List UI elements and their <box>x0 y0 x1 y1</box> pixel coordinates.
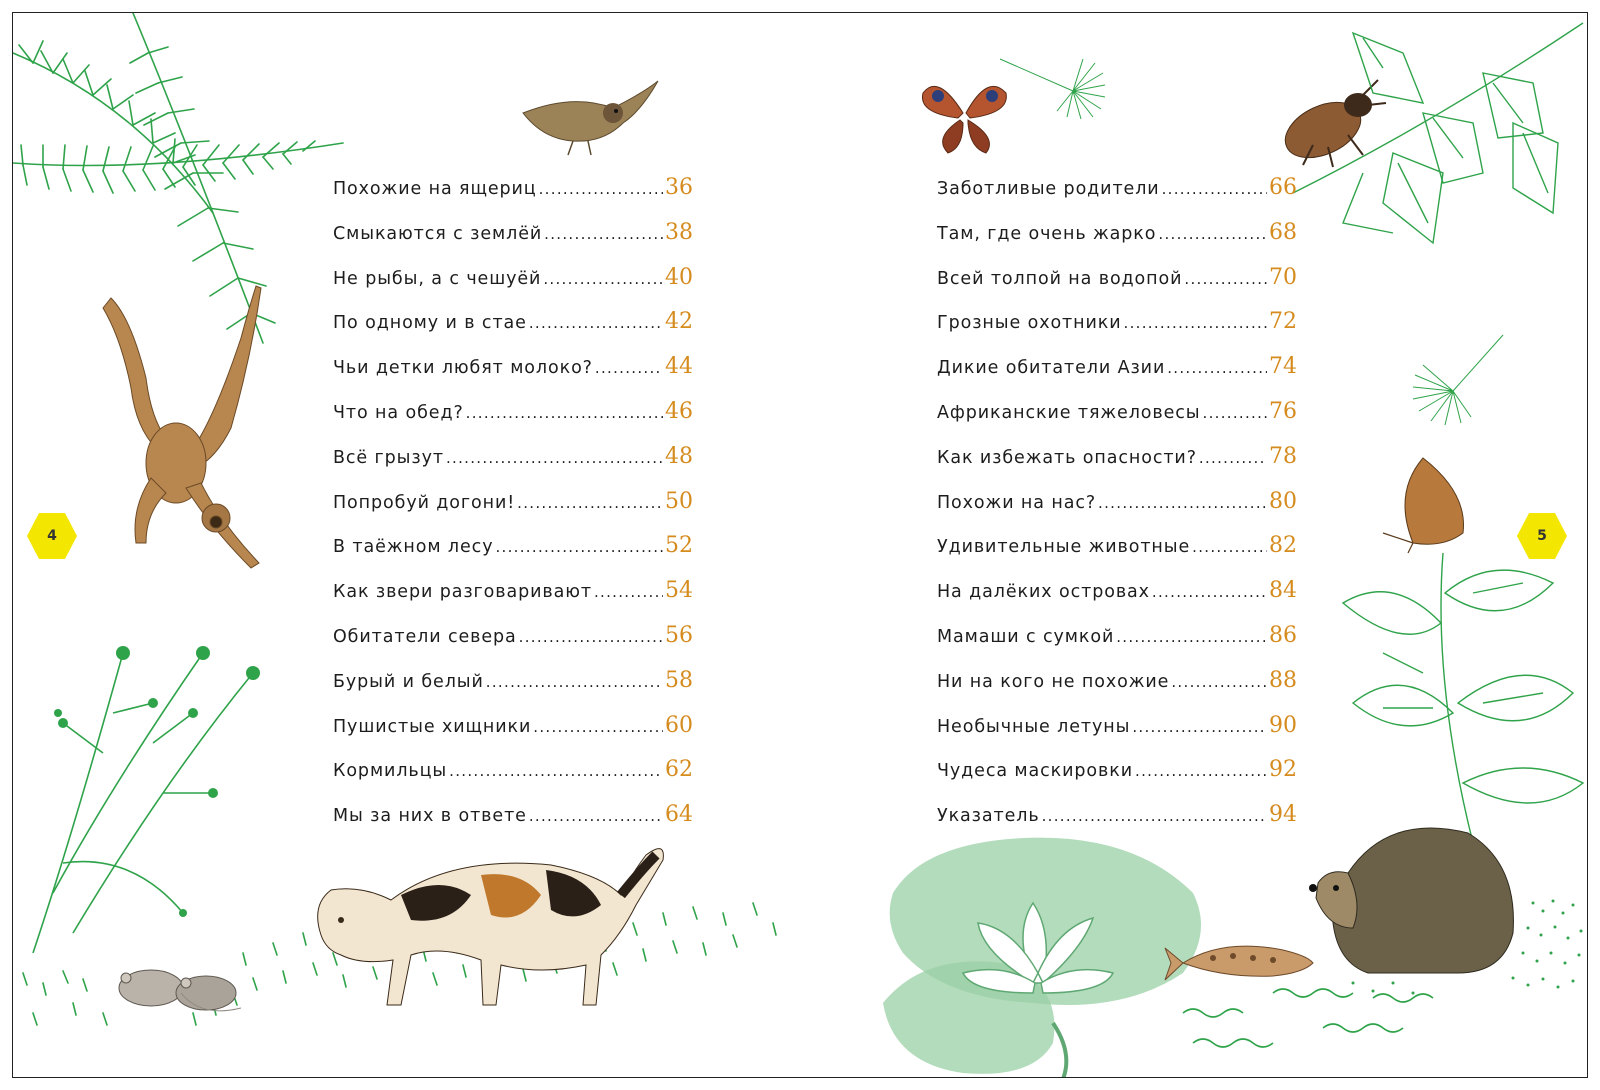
toc-entry[interactable] <box>333 175 693 220</box>
toc-entry-page: 86 <box>1269 622 1297 648</box>
water-lily-illustration <box>883 833 1223 1078</box>
page-number-right <box>1517 513 1567 559</box>
toc-entry-page: 92 <box>1269 757 1297 783</box>
toc-entry-title: Пушистые хищники <box>333 716 532 737</box>
leader-dots <box>1152 583 1267 601</box>
toc-entry[interactable] <box>937 220 1297 265</box>
toc-entry-page: 88 <box>1269 667 1297 693</box>
leader-dots <box>1199 449 1267 467</box>
nettle-illustration <box>1323 533 1588 853</box>
toc-entry-title: Бурый и белый <box>333 671 484 692</box>
leader-dots <box>1098 494 1267 512</box>
toc-entry-page: 70 <box>1269 264 1297 290</box>
toc-entry[interactable] <box>937 713 1297 758</box>
leader-dots <box>529 807 663 825</box>
toc-entry-page: 62 <box>665 757 693 783</box>
toc-entry-title: Африканские тяжеловесы <box>937 402 1201 423</box>
toc-entry-page: 38 <box>665 219 693 245</box>
toc-entry-title: Мы за них в ответе <box>333 806 527 827</box>
toc-entry[interactable] <box>333 757 693 802</box>
toc-entry-page: 80 <box>1269 488 1297 514</box>
toc-entry[interactable] <box>333 399 693 444</box>
toc-entry-title: Дикие обитатели Азии <box>937 358 1166 379</box>
toc-entry[interactable] <box>333 354 693 399</box>
toc-entry-page: 58 <box>665 667 693 693</box>
leader-dots <box>594 583 663 601</box>
toc-entry-title: Как избежать опасности? <box>937 447 1197 468</box>
leader-dots <box>1203 404 1267 422</box>
leader-dots <box>544 225 663 243</box>
toc-entry-title: Грозные охотники <box>937 313 1122 334</box>
toc-entry[interactable] <box>937 265 1297 310</box>
toc-entry-page: 42 <box>665 309 693 335</box>
cat-illustration <box>301 835 671 1015</box>
toc-entry-page: 78 <box>1269 443 1297 469</box>
toc-entry-title: Не рыбы, а с чешуёй <box>333 268 542 289</box>
mice-illustration <box>111 948 246 1023</box>
toc-entry-page: 72 <box>1269 309 1297 335</box>
toc-entry-title: Чьи детки любят молоко? <box>333 358 593 379</box>
toc-entry-title: Ни на кого не похожие <box>937 671 1170 692</box>
toc-entry-page: 94 <box>1269 802 1297 828</box>
toc-entry-title: Смыкаются с землёй <box>333 223 543 244</box>
leader-dots <box>1158 225 1267 243</box>
leader-dots <box>529 314 663 332</box>
toc-entry[interactable] <box>333 265 693 310</box>
toc-entry-title: Всей толпой на водопой <box>937 268 1183 289</box>
toc-entry-page: 84 <box>1269 578 1297 604</box>
page-number-left <box>27 513 77 559</box>
leader-dots <box>1135 762 1267 780</box>
toc-entry[interactable] <box>333 668 693 713</box>
leader-dots <box>466 404 663 422</box>
dandelion-seed-illustration <box>1408 331 1508 431</box>
toc-entry-title: Кормильцы <box>333 761 448 782</box>
hedgehog-illustration <box>1308 813 1523 983</box>
leader-dots <box>1171 673 1267 691</box>
toc-entry-title: Всё грызут <box>333 447 444 468</box>
toc-entry-page: 64 <box>665 802 693 828</box>
page-number-right-label: 5 <box>1537 528 1547 544</box>
toc-entry-page: 82 <box>1269 533 1297 559</box>
toc-entry-title: Мамаши с сумкой <box>937 626 1115 647</box>
leader-dots <box>519 628 663 646</box>
toc-entry-page: 44 <box>665 354 693 380</box>
toc-entry[interactable] <box>333 578 693 623</box>
toc-entry[interactable] <box>333 220 693 265</box>
leader-dots <box>486 673 663 691</box>
toc-entry-title: Указатель <box>937 806 1040 827</box>
toc-entry-title: По одному и в стае <box>333 313 527 334</box>
dotted-ground-illustration <box>1313 883 1588 1043</box>
dandelion-seed-illustration <box>998 51 1108 121</box>
butterfly-illustration <box>918 68 1013 158</box>
toc-entry[interactable] <box>333 444 693 489</box>
toc-entry-page: 40 <box>665 264 693 290</box>
beetle-illustration <box>1278 75 1388 170</box>
toc-entry-title: Похожи на нас? <box>937 492 1097 513</box>
toc-entry-title: Как звери разговаривают <box>333 582 592 603</box>
leader-dots <box>1042 807 1267 825</box>
toc-entry[interactable] <box>333 713 693 758</box>
book-spread <box>12 12 1588 1078</box>
toc-entry[interactable] <box>333 489 693 534</box>
toc-entry-title: Обитатели севера <box>333 626 517 647</box>
toc-entry[interactable] <box>333 802 693 847</box>
leader-dots <box>495 538 663 556</box>
toc-entry[interactable] <box>937 354 1297 399</box>
toc-entry-title: В таёжном лесу <box>333 537 494 558</box>
toc-entry-title: Там, где очень жарко <box>937 223 1157 244</box>
toc-entry-page: 66 <box>1269 175 1297 200</box>
toc-entry-title: Заботливые родители <box>937 179 1160 199</box>
page-number-left-label: 4 <box>47 528 57 544</box>
toc-entry-title: Похожие на ящериц <box>333 179 537 199</box>
toc-entry[interactable] <box>333 623 693 668</box>
toc-entry[interactable] <box>333 533 693 578</box>
leader-dots <box>446 449 663 467</box>
toc-entry-title: На далёких островах <box>937 582 1150 603</box>
butterfly-illustration <box>1373 453 1478 558</box>
leader-dots <box>1116 628 1267 646</box>
leader-dots <box>1167 359 1267 377</box>
toc-entry[interactable] <box>937 309 1297 354</box>
sparrow-illustration <box>513 73 663 163</box>
leader-dots <box>1192 538 1267 556</box>
toc-entry[interactable] <box>937 444 1297 489</box>
leader-dots <box>543 270 663 288</box>
leader-dots <box>539 180 663 198</box>
grass-illustration <box>13 883 803 1043</box>
leader-dots <box>1184 270 1267 288</box>
leader-dots <box>1132 718 1267 736</box>
toc-entry[interactable] <box>333 309 693 354</box>
toc-entry-page: 60 <box>665 712 693 738</box>
toc-entry-title: Чудеса маскировки <box>937 761 1133 782</box>
leader-dots <box>449 762 663 780</box>
toc-entry[interactable] <box>937 578 1297 623</box>
leader-dots <box>595 359 663 377</box>
leader-dots <box>533 718 663 736</box>
toc-entry-page: 68 <box>1269 219 1297 245</box>
toc-entry[interactable] <box>937 399 1297 444</box>
toc-left-column <box>333 175 693 847</box>
toc-entry-title: Удивительные животные <box>937 537 1191 558</box>
fern-illustration <box>13 13 353 373</box>
toc-entry-page: 74 <box>1269 354 1297 380</box>
leader-dots <box>1124 314 1267 332</box>
leader-dots <box>517 494 663 512</box>
toc-entry-title: Что на обед? <box>333 402 464 423</box>
toc-entry-title: Необычные летуны <box>937 716 1131 737</box>
monkey-illustration <box>91 278 281 588</box>
toc-entry-page: 54 <box>665 578 693 604</box>
fish-illustration <box>1163 928 1323 998</box>
birch-branch-illustration <box>1283 13 1588 263</box>
water-waves-illustration <box>1173 953 1473 1063</box>
toc-entry-page: 76 <box>1269 398 1297 424</box>
leader-dots <box>1162 180 1267 198</box>
toc-entry-page: 36 <box>665 175 693 200</box>
wildflower-illustration <box>13 633 263 953</box>
toc-entry-title: Попробуй догони! <box>333 492 516 513</box>
toc-entry-page: 56 <box>665 622 693 648</box>
toc-entry[interactable] <box>937 802 1297 847</box>
toc-entry[interactable] <box>937 623 1297 668</box>
toc-entry[interactable] <box>937 757 1297 802</box>
toc-entry-page: 52 <box>665 533 693 559</box>
toc-right-column <box>937 175 1297 847</box>
toc-entry[interactable] <box>937 668 1297 713</box>
toc-entry[interactable] <box>937 489 1297 534</box>
toc-entry-page: 50 <box>665 488 693 514</box>
toc-entry-page: 48 <box>665 443 693 469</box>
toc-entry[interactable] <box>937 533 1297 578</box>
toc-entry-page: 46 <box>665 398 693 424</box>
toc-entry-page: 90 <box>1269 712 1297 738</box>
toc-entry[interactable] <box>937 175 1297 220</box>
